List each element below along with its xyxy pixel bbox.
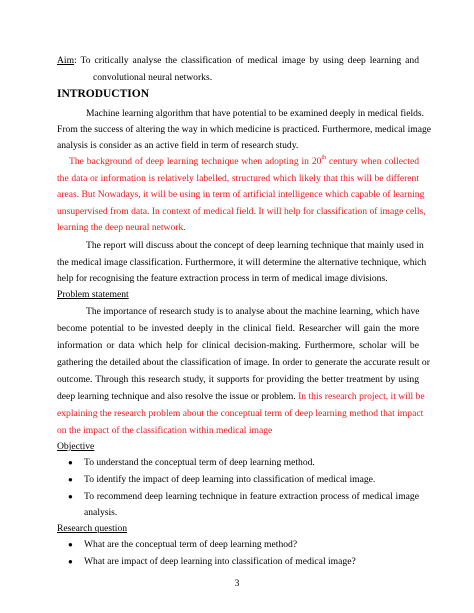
objective-item-1: To understand the conceptual term of deep learning method.	[84, 457, 315, 468]
intro-p3-line-2: the medical image classification. Furthermore, it will determine the alternative technique, which	[57, 257, 427, 268]
page-number: 3	[234, 578, 240, 589]
intro-p2-line-5: learning the deep neural network.	[57, 222, 186, 233]
bullet-icon: ●	[68, 540, 73, 549]
bullet-icon: ●	[68, 475, 73, 484]
bullet-icon: ●	[68, 458, 73, 467]
introduction-heading: INTRODUCTION	[57, 88, 150, 100]
problem-line-6: deep learning technique and also resolve the issue or problem. In this research project, it will be	[57, 391, 425, 402]
aim-text: : To critically analyse the classification of medical image by using deep learning and	[74, 55, 419, 66]
intro-p1-line-3: analysis is consider as an active field in term of research study.	[57, 140, 299, 151]
intro-p2-line-3: areas. But Nowadays, it will be using in term of artificial intelligence which capable of learning	[57, 189, 425, 200]
problem-line-2: become potential to be invested deeply in the clinical field. Researcher will gain the more	[57, 323, 419, 334]
problem-line-3: information or data which help for clinical decision-making. Furthermore, scholar will be	[57, 340, 419, 351]
question-item-1: What are the conceptual term of deep learning method?	[84, 539, 298, 550]
problem-statement-heading: Problem statement	[57, 289, 129, 300]
intro-p2-line-2: the data or information is relatively labelled, structured which likely that this will be different	[57, 173, 419, 184]
intro-p1-line-2: From the success of altering the way in which medicine is practiced. Furthermore, medical image	[57, 124, 432, 135]
problem-line-5: outcome. Through this research study, it supports for providing the better treatment by using	[57, 374, 419, 385]
problem-line-1: The importance of research study is to analyse about the machine learning, which have	[86, 306, 420, 317]
intro-p3-line-1: The report will discuss about the concept of deep learning technique that mainly used in	[86, 240, 424, 251]
aim-label: Aim	[57, 55, 75, 66]
problem-line-8: on the impact of the classification within medical image	[57, 425, 273, 436]
intro-p2-line-1: The background of deep learning technique when adopting in 20th century when collected	[69, 155, 420, 167]
intro-p2-line-4: unsupervised from data. In context of medical field. It will help for classification of image cells,	[57, 206, 426, 217]
bullet-icon: ●	[68, 492, 73, 501]
aim-line-1	[57, 55, 419, 67]
question-item-2: What are impact of deep learning into classification of medical image?	[84, 556, 356, 567]
objective-heading: Objective	[57, 441, 95, 452]
problem-line-7: explaining the research problem about the conceptual term of deep learning method that impact	[57, 408, 424, 419]
intro-p3-line-3: help for recognising the feature extraction process in term of medical image divisions.	[57, 273, 388, 284]
aim-line-2: convolutional neural networks.	[93, 72, 213, 83]
bullet-icon: ●	[68, 557, 73, 566]
problem-line-4: gathering the detailed about the classification of image. In order to generate the accurate result or	[57, 357, 430, 368]
objective-item-3: To recommend deep learning technique in feature extraction process of medical image	[84, 491, 419, 502]
objective-item-3-cont: analysis.	[84, 507, 118, 518]
intro-p1-line-1: Machine learning algorithm that have potential to be examined deeply in medical fields.	[86, 108, 425, 119]
objective-item-2: To identify the impact of deep learning into classification of medical image.	[84, 474, 376, 485]
research-question-heading: Research question	[57, 523, 128, 534]
